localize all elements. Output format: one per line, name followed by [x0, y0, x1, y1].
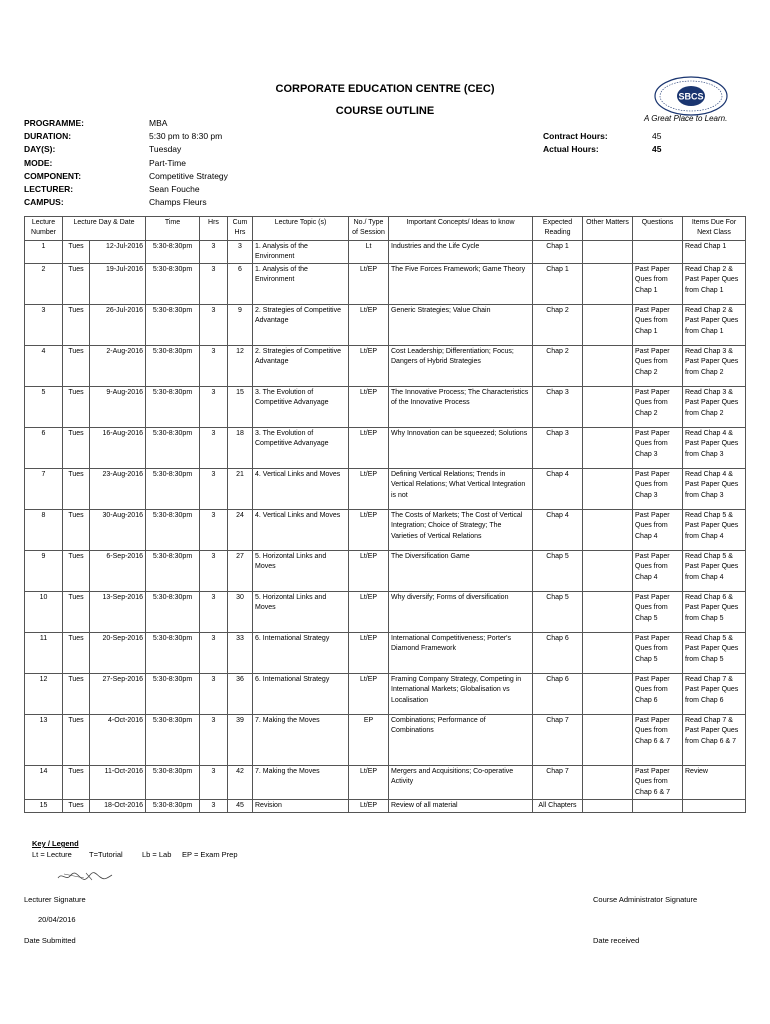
cell-topic: 7. Making the Moves [253, 715, 349, 766]
table-row [25, 346, 746, 387]
cell-day: Tues [63, 428, 90, 469]
legend-lecture: Lt = Lecture [32, 850, 72, 859]
col-reading: Expected Reading [533, 217, 583, 241]
cell-concepts: Review of all material [389, 800, 533, 813]
cell-reading: Chap 7 [533, 766, 583, 800]
cell-hrs: 3 [200, 305, 228, 346]
cell-session-type: Lt/EP [349, 305, 389, 346]
col-concepts: Important Concepts/ Ideas to know [389, 217, 533, 241]
cell-topic: 4. Vertical Links and Moves [253, 469, 349, 510]
cell-day: Tues [63, 305, 90, 346]
cell-time: 5:30-8:30pm [146, 800, 200, 813]
cell-questions: Past Paper Ques from Chap 5 [633, 592, 683, 633]
cell-topic: 1. Analysis of the Environment [253, 264, 349, 305]
cell-items-due: Read Chap 4 & Past Paper Ques from Chap 3 [683, 428, 746, 469]
cell-other [583, 264, 633, 305]
component-label: COMPONENT: [24, 171, 82, 181]
table-row [25, 715, 746, 766]
cell-reading: Chap 5 [533, 592, 583, 633]
table-row [25, 633, 746, 674]
cell-hrs: 3 [200, 800, 228, 813]
col-questions: Questions [633, 217, 683, 241]
duration-label: DURATION: [24, 131, 72, 141]
cell-cum-hrs: 21 [228, 469, 253, 510]
cell-questions: Past Paper Ques from Chap 4 [633, 551, 683, 592]
cell-session-type: Lt/EP [349, 264, 389, 305]
cell-lecture-number: 12 [25, 674, 63, 715]
cell-session-type: Lt/EP [349, 674, 389, 715]
org-title: CORPORATE EDUCATION CENTRE (CEC) [275, 83, 495, 95]
cell-time: 5:30-8:30pm [146, 346, 200, 387]
course-schedule-table [24, 216, 746, 813]
campus-label: CAMPUS: [24, 197, 64, 207]
cell-lecture-number: 4 [25, 346, 63, 387]
cell-session-type: Lt/EP [349, 551, 389, 592]
programme-value: MBA [149, 118, 168, 128]
table-row [25, 510, 746, 551]
cell-hrs: 3 [200, 428, 228, 469]
cell-topic: 7. Making the Moves [253, 766, 349, 800]
cell-questions: Past Paper Ques from Chap 2 [633, 346, 683, 387]
cell-reading: Chap 4 [533, 469, 583, 510]
col-lecture-number: Lecture Number [25, 217, 63, 241]
cell-date: 18-Oct-2016 [90, 800, 146, 813]
contract-hours-label: Contract Hours: [543, 131, 608, 141]
table-row [25, 387, 746, 428]
cell-reading: Chap 1 [533, 240, 583, 264]
cell-hrs: 3 [200, 592, 228, 633]
mode-value: Part-Time [149, 158, 186, 168]
cell-time: 5:30-8:30pm [146, 592, 200, 633]
cell-items-due: Read Chap 5 & Past Paper Ques from Chap 4 [683, 551, 746, 592]
cell-lecture-number: 15 [25, 800, 63, 813]
cell-day: Tues [63, 469, 90, 510]
cell-time: 5:30-8:30pm [146, 510, 200, 551]
cell-cum-hrs: 30 [228, 592, 253, 633]
mode-label: MODE: [24, 158, 53, 168]
cell-date: 27-Sep-2016 [90, 674, 146, 715]
cell-other [583, 346, 633, 387]
cell-concepts: International Competitiveness; Porter's Diamond Framework [389, 633, 533, 674]
cell-date: 30-Aug-2016 [90, 510, 146, 551]
lecturer-signature [56, 868, 116, 889]
cell-cum-hrs: 33 [228, 633, 253, 674]
cell-day: Tues [63, 674, 90, 715]
cell-hrs: 3 [200, 674, 228, 715]
cell-items-due: Read Chap 7 & Past Paper Ques from Chap 6 & 7 [683, 715, 746, 766]
cell-items-due: Read Chap 1 [683, 240, 746, 264]
cell-topic: 2. Strategies of Competitive Advantage [253, 305, 349, 346]
cell-questions: Past Paper Ques from Chap 6 [633, 674, 683, 715]
cell-concepts: Cost Leadership; Differentiation; Focus; Dangers of Hybrid Strategies [389, 346, 533, 387]
cell-session-type: Lt/EP [349, 766, 389, 800]
days-label: DAY(S): [24, 144, 56, 154]
cell-time: 5:30-8:30pm [146, 264, 200, 305]
cell-questions: Past Paper Ques from Chap 1 [633, 264, 683, 305]
cell-time: 5:30-8:30pm [146, 633, 200, 674]
cell-cum-hrs: 18 [228, 428, 253, 469]
cell-cum-hrs: 12 [228, 346, 253, 387]
cell-topic: 5. Horizontal Links and Moves [253, 551, 349, 592]
cell-questions: Past Paper Ques from Chap 4 [633, 510, 683, 551]
col-topic: Lecture Topic (s) [253, 217, 349, 241]
cell-day: Tues [63, 766, 90, 800]
cell-items-due: Read Chap 2 & Past Paper Ques from Chap 1 [683, 305, 746, 346]
cell-time: 5:30-8:30pm [146, 387, 200, 428]
cell-concepts: Why diversify; Forms of diversification [389, 592, 533, 633]
cell-reading: All Chapters [533, 800, 583, 813]
table-row [25, 469, 746, 510]
tagline: A Great Place to Learn. [644, 114, 728, 123]
cell-session-type: Lt/EP [349, 592, 389, 633]
cell-session-type: Lt/EP [349, 387, 389, 428]
cell-lecture-number: 9 [25, 551, 63, 592]
cell-day: Tues [63, 240, 90, 264]
cell-date: 20-Sep-2016 [90, 633, 146, 674]
cell-topic: 1. Analysis of the Environment [253, 240, 349, 264]
cell-topic: 4. Vertical Links and Moves [253, 510, 349, 551]
cell-concepts: Defining Vertical Relations; Trends in Vertical Relations; What Vertical Integration is not [389, 469, 533, 510]
cell-cum-hrs: 9 [228, 305, 253, 346]
table-row [25, 551, 746, 592]
cell-lecture-number: 11 [25, 633, 63, 674]
cell-other [583, 800, 633, 813]
actual-hours-value: 45 [652, 144, 662, 154]
cell-cum-hrs: 15 [228, 387, 253, 428]
cell-other [583, 305, 633, 346]
cell-concepts: The Innovative Process; The Characteristics of the Innovative Process [389, 387, 533, 428]
cell-cum-hrs: 39 [228, 715, 253, 766]
legend-lab: Lb = Lab [142, 850, 172, 859]
cell-lecture-number: 14 [25, 766, 63, 800]
cell-cum-hrs: 6 [228, 264, 253, 305]
sbcs-logo [652, 74, 730, 118]
svg-text:SBCS: SBCS [678, 91, 704, 102]
cell-cum-hrs: 45 [228, 800, 253, 813]
cell-concepts: Combinations; Performance of Combinations [389, 715, 533, 766]
cell-questions: Past Paper Ques from Chap 5 [633, 633, 683, 674]
cell-day: Tues [63, 633, 90, 674]
cell-other [583, 551, 633, 592]
cell-time: 5:30-8:30pm [146, 428, 200, 469]
cell-date: 4-Oct-2016 [90, 715, 146, 766]
cell-cum-hrs: 24 [228, 510, 253, 551]
cell-lecture-number: 7 [25, 469, 63, 510]
cell-time: 5:30-8:30pm [146, 305, 200, 346]
cell-lecture-number: 2 [25, 264, 63, 305]
cell-hrs: 3 [200, 346, 228, 387]
cell-concepts: The Costs of Markets; The Cost of Vertical Integration; Choice of Strategy; The Varieties of Vertical Relations [389, 510, 533, 551]
cell-day: Tues [63, 264, 90, 305]
col-time: Time [146, 217, 200, 241]
days-value: Tuesday [149, 144, 182, 154]
cell-topic: 6. International Strategy [253, 674, 349, 715]
cell-date: 26-Jul-2016 [90, 305, 146, 346]
cell-other [583, 674, 633, 715]
cell-session-type: Lt/EP [349, 469, 389, 510]
cell-concepts: Generic Strategies; Value Chain [389, 305, 533, 346]
cell-items-due: Read Chap 7 & Past Paper Ques from Chap 6 [683, 674, 746, 715]
cell-items-due [683, 800, 746, 813]
cell-topic: 2. Strategies of Competitive Advantage [253, 346, 349, 387]
date-submitted-value: 20/04/2016 [38, 915, 76, 924]
cell-concepts: Framing Company Strategy, Competing in International Markets; Globalisation vs Localisation [389, 674, 533, 715]
cell-other [583, 387, 633, 428]
cell-topic: 3. The Evolution of Competitive Advanyage [253, 387, 349, 428]
date-submitted-label: Date Submitted [24, 936, 76, 945]
legend-title: Key / Legend [32, 839, 79, 848]
cell-reading: Chap 4 [533, 510, 583, 551]
table-row [25, 674, 746, 715]
cell-session-type: EP [349, 715, 389, 766]
cell-time: 5:30-8:30pm [146, 766, 200, 800]
lecturer-label: LECTURER: [24, 184, 74, 194]
cell-hrs: 3 [200, 510, 228, 551]
cell-time: 5:30-8:30pm [146, 240, 200, 264]
col-items-due: Items Due For Next Class [683, 217, 746, 241]
cell-date: 6-Sep-2016 [90, 551, 146, 592]
cell-questions: Past Paper Ques from Chap 6 & 7 [633, 715, 683, 766]
cell-date: 16-Aug-2016 [90, 428, 146, 469]
cell-items-due: Read Chap 6 & Past Paper Ques from Chap 5 [683, 592, 746, 633]
component-value: Competitive Strategy [149, 171, 228, 181]
cell-date: 23-Aug-2016 [90, 469, 146, 510]
cell-reading: Chap 2 [533, 346, 583, 387]
cell-time: 5:30-8:30pm [146, 551, 200, 592]
cell-lecture-number: 10 [25, 592, 63, 633]
table-row [25, 305, 746, 346]
cell-cum-hrs: 42 [228, 766, 253, 800]
cell-date: 12-Jul-2016 [90, 240, 146, 264]
campus-value: Champs Fleurs [149, 197, 207, 207]
cell-hrs: 3 [200, 240, 228, 264]
cell-reading: Chap 3 [533, 428, 583, 469]
table-row [25, 766, 746, 800]
col-session-type: No./ Type of Session [349, 217, 389, 241]
cell-questions [633, 800, 683, 813]
cell-reading: Chap 6 [533, 674, 583, 715]
cell-other [583, 715, 633, 766]
cell-items-due: Read Chap 3 & Past Paper Ques from Chap 2 [683, 387, 746, 428]
cell-session-type: Lt/EP [349, 428, 389, 469]
cell-reading: Chap 5 [533, 551, 583, 592]
cell-day: Tues [63, 800, 90, 813]
lecturer-signature-label: Lecturer Signature [24, 895, 86, 904]
contract-hours-value: 45 [652, 131, 662, 141]
table-row [25, 240, 746, 264]
cell-hrs: 3 [200, 264, 228, 305]
cell-hrs: 3 [200, 469, 228, 510]
programme-label: PROGRAMME: [24, 118, 84, 128]
col-other: Other Matters [583, 217, 633, 241]
table-row [25, 592, 746, 633]
cell-topic: 6. International Strategy [253, 633, 349, 674]
cell-reading: Chap 2 [533, 305, 583, 346]
cell-day: Tues [63, 387, 90, 428]
cell-date: 2-Aug-2016 [90, 346, 146, 387]
duration-value: 5:30 pm to 8:30 pm [149, 131, 223, 141]
legend-tutorial: T=Tutorial [89, 850, 123, 859]
cell-other [583, 633, 633, 674]
cell-time: 5:30-8:30pm [146, 715, 200, 766]
cell-topic: 5. Horizontal Links and Moves [253, 592, 349, 633]
cell-hrs: 3 [200, 387, 228, 428]
cell-topic: 3. The Evolution of Competitive Advanyage [253, 428, 349, 469]
cell-cum-hrs: 36 [228, 674, 253, 715]
cell-lecture-number: 1 [25, 240, 63, 264]
cell-topic: Revision [253, 800, 349, 813]
table-header-row [25, 217, 746, 241]
cell-questions: Past Paper Ques from Chap 3 [633, 469, 683, 510]
lecturer-value: Sean Fouche [149, 184, 200, 194]
cell-questions [633, 240, 683, 264]
col-cum-hrs: Cum Hrs [228, 217, 253, 241]
cell-cum-hrs: 27 [228, 551, 253, 592]
cell-concepts: Industries and the Life Cycle [389, 240, 533, 264]
cell-session-type: Lt/EP [349, 800, 389, 813]
cell-session-type: Lt/EP [349, 510, 389, 551]
cell-concepts: Why Innovation can be squeezed; Solutions [389, 428, 533, 469]
cell-questions: Past Paper Ques from Chap 1 [633, 305, 683, 346]
cell-time: 5:30-8:30pm [146, 674, 200, 715]
cell-date: 9-Aug-2016 [90, 387, 146, 428]
cell-date: 11-Oct-2016 [90, 766, 146, 800]
cell-other [583, 428, 633, 469]
cell-hrs: 3 [200, 715, 228, 766]
cell-lecture-number: 13 [25, 715, 63, 766]
cell-reading: Chap 1 [533, 264, 583, 305]
cell-concepts: Mergers and Acquisitions; Co-operative Activity [389, 766, 533, 800]
table-row [25, 428, 746, 469]
cell-other [583, 766, 633, 800]
cell-hrs: 3 [200, 633, 228, 674]
cell-other [583, 469, 633, 510]
cell-date: 13-Sep-2016 [90, 592, 146, 633]
date-received-label: Date received [593, 936, 640, 945]
cell-reading: Chap 7 [533, 715, 583, 766]
cell-session-type: Lt/EP [349, 633, 389, 674]
cell-other [583, 592, 633, 633]
cell-day: Tues [63, 510, 90, 551]
cell-items-due: Read Chap 5 & Past Paper Ques from Chap 4 [683, 510, 746, 551]
actual-hours-label: Actual Hours: [543, 144, 599, 154]
col-day-date: Lecture Day & Date [63, 217, 146, 241]
cell-lecture-number: 3 [25, 305, 63, 346]
cell-session-type: Lt/EP [349, 346, 389, 387]
cell-reading: Chap 6 [533, 633, 583, 674]
cell-lecture-number: 5 [25, 387, 63, 428]
cell-time: 5:30-8:30pm [146, 469, 200, 510]
cell-lecture-number: 6 [25, 428, 63, 469]
cell-items-due: Read Chap 4 & Past Paper Ques from Chap 3 [683, 469, 746, 510]
cell-other [583, 240, 633, 264]
col-hrs: Hrs [200, 217, 228, 241]
cell-items-due: Read Chap 5 & Past Paper Ques from Chap 5 [683, 633, 746, 674]
cell-concepts: The Diversification Game [389, 551, 533, 592]
cell-day: Tues [63, 592, 90, 633]
cell-hrs: 3 [200, 551, 228, 592]
cell-hrs: 3 [200, 766, 228, 800]
cell-other [583, 510, 633, 551]
table-row [25, 264, 746, 305]
cell-reading: Chap 3 [533, 387, 583, 428]
admin-signature-label: Course Administrator Signature [593, 895, 698, 904]
legend-exam-prep: EP = Exam Prep [182, 850, 238, 859]
cell-concepts: The Five Forces Framework; Game Theory [389, 264, 533, 305]
cell-day: Tues [63, 551, 90, 592]
cell-cum-hrs: 3 [228, 240, 253, 264]
cell-questions: Past Paper Ques from Chap 3 [633, 428, 683, 469]
cell-lecture-number: 8 [25, 510, 63, 551]
doc-title: COURSE OUTLINE [335, 105, 435, 117]
cell-items-due: Read Chap 2 & Past Paper Ques from Chap 1 [683, 264, 746, 305]
cell-items-due: Read Chap 3 & Past Paper Ques from Chap 2 [683, 346, 746, 387]
cell-session-type: Lt [349, 240, 389, 264]
table-row [25, 800, 746, 813]
cell-day: Tues [63, 715, 90, 766]
cell-questions: Past Paper Ques from Chap 6 & 7 [633, 766, 683, 800]
cell-items-due: Review [683, 766, 746, 800]
cell-date: 19-Jul-2016 [90, 264, 146, 305]
cell-questions: Past Paper Ques from Chap 2 [633, 387, 683, 428]
cell-day: Tues [63, 346, 90, 387]
